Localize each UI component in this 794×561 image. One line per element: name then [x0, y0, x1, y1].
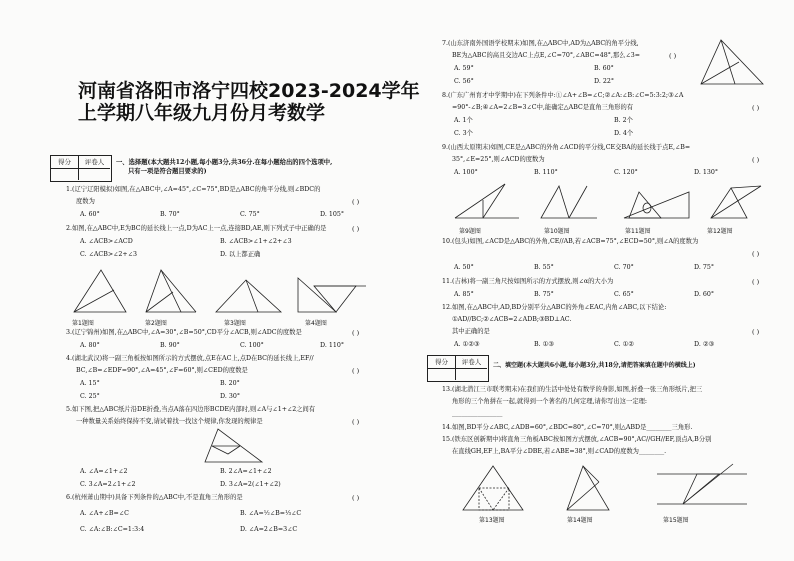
- q2-option-d[interactable]: D. 以上都正确: [220, 251, 261, 258]
- q1-text-2: 度数为: [76, 198, 95, 205]
- q6-answer-paren[interactable]: ( ): [352, 494, 360, 502]
- fig-caption-14: 第14题图: [567, 517, 593, 524]
- figure-q9: [455, 184, 519, 218]
- fig-caption-1: 第1题图: [72, 320, 94, 327]
- q8-answer-paren[interactable]: ( ): [752, 104, 760, 112]
- q10-option-d[interactable]: D. 75°: [694, 264, 714, 271]
- q3-option-d[interactable]: D. 110°: [320, 342, 344, 349]
- q7-option-a[interactable]: A. 59°: [454, 65, 474, 72]
- figure-q14: [567, 466, 609, 510]
- q1-option-a[interactable]: A. 60°: [80, 211, 100, 218]
- score-cell[interactable]: [51, 169, 79, 180]
- grader-label: 评卷人: [79, 156, 110, 169]
- q10-option-b[interactable]: B. 55°: [534, 264, 554, 271]
- q9-option-c[interactable]: C. 120°: [614, 169, 638, 176]
- q6-option-a[interactable]: A. ∠A+∠B=∠C: [80, 510, 129, 517]
- q15-text-2: 在直线GH,EF上,BA平分∠DBE,若∠ABE=38°,则∠CAD的度数为________.: [452, 448, 667, 455]
- q3-option-a[interactable]: A. 80°: [80, 342, 100, 349]
- grader-cell-2[interactable]: [456, 369, 487, 380]
- q1-option-b[interactable]: B. 70°: [160, 211, 180, 218]
- q11-option-d[interactable]: D. 60°: [694, 291, 714, 298]
- fig-caption-13: 第13题图: [479, 517, 505, 524]
- exam-title-line1: 河南省洛阳市洛宁四校2023-2024学年: [78, 80, 420, 102]
- q13-answer-blank[interactable]: ________________: [452, 410, 503, 417]
- fig-caption-15: 第15题图: [663, 517, 689, 524]
- figure-q11: [624, 192, 689, 218]
- q5-option-b[interactable]: B. 2∠A=∠1+∠2: [220, 468, 272, 475]
- q2-option-b[interactable]: B. ∠ACB>∠1+∠2+∠3: [220, 238, 292, 245]
- fig-caption-2: 第2题图: [145, 320, 167, 327]
- q13-text-2: 角形的三个角拼在一起,就得到一个著名的几何定理,请你写出这一定理:: [452, 398, 648, 405]
- q4-text-2: BC,∠B=∠EDF=90°,∠A=45°,∠F=60°,则∠CED的度数是: [76, 367, 248, 374]
- q8-option-b[interactable]: B. 2个: [614, 117, 633, 124]
- q6-text: 6.(杭州萧山期中)具备下列条件的△ABC中,不是直角三角形的是: [66, 494, 243, 501]
- q13-text: 13.(湖北潜江三市联考期末)在我们的生活中处处有数学的身影,如图,折叠一张三角形纸片,把三: [442, 386, 703, 393]
- q4-option-c[interactable]: C. 25°: [80, 393, 100, 400]
- q11-option-c[interactable]: C. 65°: [614, 291, 634, 298]
- q8-option-d[interactable]: D. 4个: [614, 130, 634, 137]
- figure-q12: [711, 186, 761, 218]
- q4-text: 4.(湖北武汉)将一副三角板按如图所示的方式摆放,点E在AC上,点D在BC的延长线上,EF//: [66, 355, 314, 362]
- q4-option-d[interactable]: D. 30°: [220, 393, 240, 400]
- q9-text-2: 35°,∠E=25°,则∠ACD的度数为: [452, 156, 545, 163]
- fig-caption-12: 第12题图: [707, 228, 733, 235]
- q7-option-c[interactable]: C. 56°: [454, 78, 474, 85]
- q6-option-c[interactable]: C. ∠A:∠B:∠C=1:3:4: [80, 526, 145, 533]
- q9-answer-paren[interactable]: ( ): [752, 156, 760, 164]
- q11-option-b[interactable]: B. 75°: [534, 291, 554, 298]
- q10-text: 10.(包头)如图,∠ACD是△ABC的外角,CE//AB,若∠ACB=75°,∠ECD=50°,则∠A的度数为: [442, 238, 699, 245]
- q15-text: 15.(铁东区创新期中)将直角三角板ABC按如图方式摆放,∠ACB=90°,AC//GH//EF,顶点A,B分别: [442, 436, 712, 443]
- score-label: 得分: [51, 156, 79, 169]
- figure-q10: [541, 186, 597, 218]
- score-box-2: [427, 355, 489, 382]
- q7-text: 7.(山东济南外国语学校期末)如图,在△ABC中,AD为△ABC的角平分线,: [442, 40, 639, 47]
- q12-text: 12.如图,在△ABC中,AD,BD分别平分△ABC的外角∠EAC,内角∠ABC,以下结论:: [442, 304, 667, 311]
- q11-option-a[interactable]: A. 85°: [454, 291, 474, 298]
- fig-caption-3: 第3题图: [224, 320, 246, 327]
- figure-q7: [697, 36, 767, 90]
- figure-q3: [216, 280, 281, 312]
- q2-answer-paren[interactable]: ( ): [352, 225, 360, 233]
- section2-heading: 二、填空题(本大题共6小题,每小题3分,共18分,请把答案填在题中的横线上): [493, 362, 696, 369]
- figure-q5: [200, 426, 270, 466]
- q8-text-2: =90°-∠B;④∠A=2∠B=3∠C中,能确定△ABC是直角三角形的有: [452, 104, 634, 111]
- q11-answer-paren[interactable]: ( ): [752, 278, 760, 286]
- q12-option-a[interactable]: A. ①②③: [454, 341, 480, 348]
- q12-text-2: ①AD//BC;②∠ACB=2∠ADB;③BD⊥AC.: [452, 316, 572, 323]
- q12-option-b[interactable]: B. ①③: [534, 341, 554, 348]
- q5-option-d[interactable]: D. 3∠A=2(∠1+∠2): [220, 481, 281, 488]
- q7-option-b[interactable]: B. 60°: [594, 65, 614, 72]
- q3-option-c[interactable]: C. 100°: [240, 342, 264, 349]
- q12-option-d[interactable]: D. ②③: [694, 341, 715, 348]
- q8-option-c[interactable]: C. 3个: [454, 130, 473, 137]
- grader-cell[interactable]: [79, 169, 110, 180]
- score-label-2: 得分: [428, 356, 456, 369]
- q1-option-c[interactable]: C. 75°: [240, 211, 260, 218]
- q9-option-a[interactable]: A. 100°: [454, 169, 478, 176]
- q11-text: 11.(吉林)将一副三角尺按如图所示的方式摆放,则∠α的大小为: [442, 278, 614, 285]
- q5-text-2: 一种数量关系始终保持不变,请试着找一找这个规律,你发现的规律是: [76, 418, 263, 425]
- score-cell-2[interactable]: [428, 369, 456, 380]
- fig-caption-11: 第11题图: [625, 228, 651, 235]
- q8-option-a[interactable]: A. 1个: [454, 117, 473, 124]
- q7-text-2: BE为△ABC的高且交边AC上点E,∠C=70°,∠ABC=48°,那么∠3=: [452, 52, 641, 59]
- figures-row-3: [457, 460, 757, 516]
- q7-option-d[interactable]: D. 22°: [594, 78, 614, 85]
- q3-text: 3.(辽宁锦州)如图,在△ABC中,∠A=30°,∠B=50°,CD平分∠ACB,则∠ADC的度数是: [66, 329, 302, 336]
- figure-q1: [74, 270, 126, 312]
- q9-option-d[interactable]: D. 130°: [694, 169, 718, 176]
- q1-option-d[interactable]: D. 105°: [320, 211, 344, 218]
- figures-row-2: [449, 178, 769, 224]
- q1-text: 1.(辽宁辽阳模拟)如图,在△ABC中,∠A=45°,∠C=75°,BD是△ABC的角平分线,则∠BDC的: [66, 186, 321, 193]
- q9-text: 9.(山西太原期末)如图,CE是△ABC的外角∠ACD的平分线,CE交BA的延长线于点E,∠B=: [442, 144, 691, 151]
- q6-option-b[interactable]: B. ∠A=½∠B=⅓∠C: [240, 510, 302, 517]
- q3-answer-paren[interactable]: ( ): [352, 329, 360, 337]
- q10-answer-paren[interactable]: ( ): [752, 250, 760, 258]
- figure-q4: [298, 278, 366, 312]
- q6-option-d[interactable]: D. ∠A=2∠B=3∠C: [240, 526, 298, 533]
- q12-option-c[interactable]: C. ①②: [614, 341, 634, 348]
- q1-answer-paren[interactable]: ( ): [352, 198, 360, 206]
- figure-q13: [463, 466, 523, 510]
- q8-text: 8.(广东广州育才中学期中)在下列条件中:①∠A+∠B=∠C;②∠A:∠B:∠C=5:3:2;③∠A: [442, 92, 684, 99]
- exam-title-line2: 上学期八年级九月份月考数学: [78, 102, 326, 124]
- section1-heading: 一、选择题(本大题共12小题,每小题3分,共36分.在每小题给出的四个选项中,: [116, 159, 333, 166]
- q2-option-c[interactable]: C. ∠ACB>∠2+∠3: [80, 251, 137, 258]
- q14-text: 14.如图,BD平分∠ABC,∠ADB=60°,∠BDC=80°,∠C=70°,则△ABD是________三角形.: [442, 424, 693, 431]
- q5-text: 5.如下图,把△ABC纸片沿DE折叠,当点A落在四边形BCDE内部时,则∠A与∠1+∠2之间有: [66, 406, 316, 413]
- fig-caption-4: 第4题图: [305, 320, 327, 327]
- q7-answer-paren[interactable]: ( ): [669, 52, 677, 60]
- fig-caption-9: 第9题图: [459, 228, 481, 235]
- score-box: [50, 155, 112, 182]
- figure-q2: [146, 270, 196, 312]
- q4-option-b[interactable]: B. 20°: [220, 380, 240, 387]
- q10-option-c[interactable]: C. 70°: [614, 264, 634, 271]
- q10-option-a[interactable]: A. 50°: [454, 264, 474, 271]
- section1-heading-2: 只有一项是符合题目要求的): [128, 168, 207, 175]
- q5-option-c[interactable]: C. 3∠A=2∠1+∠2: [80, 481, 136, 488]
- figures-row-1: [66, 266, 376, 318]
- q4-answer-paren[interactable]: ( ): [352, 367, 360, 375]
- grader-label-2: 评卷人: [456, 356, 487, 369]
- q3-option-b[interactable]: B. 90°: [160, 342, 180, 349]
- q5-option-a[interactable]: A. ∠A=∠1+∠2: [80, 468, 128, 475]
- q2-text: 2.如图,在△ABC中,E为BC的延长线上一点,D为AC上一点,连接BD,AE,则下列式子中正确的是: [66, 225, 327, 232]
- q9-option-b[interactable]: B. 110°: [534, 169, 558, 176]
- q4-option-a[interactable]: A. 15°: [80, 380, 100, 387]
- q12-answer-paren[interactable]: ( ): [752, 328, 760, 336]
- q5-answer-paren[interactable]: ( ): [352, 418, 360, 426]
- q2-option-a[interactable]: A. ∠ACB>∠ACD: [80, 238, 133, 245]
- q12-text-3: 其中正确的是: [452, 328, 490, 335]
- figure-q15: [657, 464, 747, 504]
- fig-caption-10: 第10题图: [544, 228, 570, 235]
